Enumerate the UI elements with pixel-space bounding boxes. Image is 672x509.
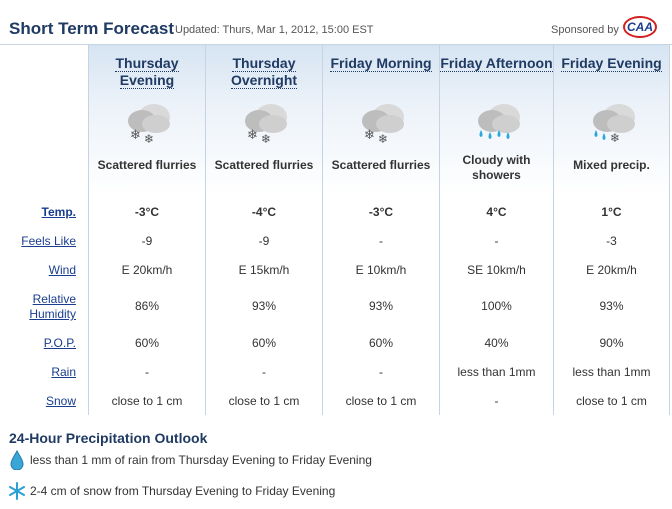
period-column [322, 45, 439, 415]
humidity-value: 93% [251, 299, 277, 313]
snow-value: close to 1 cm [576, 394, 647, 408]
caa-logo[interactable]: CAA [623, 16, 657, 38]
forecast-header [0, 0, 672, 44]
sponsored-by-label: Sponsored by [551, 24, 619, 36]
outlook-rain-line [8, 450, 372, 470]
pop-value: 60% [251, 336, 277, 350]
updated-timestamp: Updated: Thurs, Mar 1, 2012, 15:00 EST [175, 24, 374, 36]
svg-text:❄: ❄ [609, 131, 620, 145]
pop-value: 40% [484, 336, 509, 350]
humidity-value: 100% [481, 299, 512, 313]
feels-like-value: - [494, 234, 499, 248]
outlook-snow-line [8, 481, 335, 501]
period-title[interactable]: Friday Afternoon [440, 55, 553, 71]
svg-text:❄: ❄ [130, 128, 141, 143]
snow-value: close to 1 cm [111, 394, 183, 408]
temp-value: -3°C [368, 205, 394, 219]
condition-text: Scattered flurries [214, 158, 314, 172]
row-label-humidity[interactable]: Relative Humidity [29, 292, 76, 321]
cloud-snow-icon [235, 97, 293, 145]
condition-text: Mixed precip. [573, 158, 650, 172]
pop-value: 90% [599, 336, 624, 350]
period-column [205, 45, 322, 415]
feels-like-value: - [379, 234, 383, 248]
snow-value: close to 1 cm [345, 394, 417, 408]
condition-text: Scattered flurries [97, 158, 197, 172]
cloud-snow-icon [352, 97, 410, 145]
temp-value: -4°C [251, 205, 277, 219]
row-label-feels-like[interactable]: Feels Like [21, 234, 76, 248]
temp-value: 1°C [601, 205, 622, 219]
row-label-rain[interactable]: Rain [51, 365, 76, 379]
humidity-value: 93% [368, 299, 394, 313]
row-label-wind[interactable]: Wind [48, 263, 76, 277]
outlook-snow-text: 2-4 cm of snow from Thursday Evening to Friday Evening [30, 484, 336, 498]
row-label-snow[interactable]: Snow [45, 394, 76, 408]
wind-value: E 10km/h [355, 263, 407, 277]
feels-like-value: -3 [606, 234, 617, 248]
wind-value: E 20km/h [586, 263, 637, 277]
svg-text:❄: ❄ [378, 132, 389, 145]
feels-like-value: -9 [141, 234, 153, 248]
wind-value: SE 10km/h [467, 263, 526, 277]
pop-value: 60% [134, 336, 160, 350]
cloud-snow-icon [118, 97, 176, 145]
wind-value: E 20km/h [121, 263, 173, 277]
humidity-value: 86% [134, 299, 160, 313]
snowflake-icon [8, 481, 26, 501]
condition-text: Cloudy with showers [462, 153, 531, 182]
feels-like-value: -9 [258, 234, 270, 248]
raindrop-icon [8, 450, 26, 470]
svg-text:❄: ❄ [261, 132, 272, 145]
period-column [88, 45, 205, 415]
period-title[interactable]: Friday Morning [330, 55, 432, 71]
temp-value: 4°C [486, 205, 507, 219]
row-labels-column [0, 45, 88, 415]
pop-value: 60% [368, 336, 394, 350]
svg-text:❄: ❄ [364, 128, 375, 143]
outlook-rain-text: less than 1 mm of rain from Thursday Evening to Friday Evening [30, 453, 372, 467]
snow-value: close to 1 cm [228, 394, 300, 408]
period-title[interactable]: Friday Evening [561, 55, 662, 71]
cloud-rain-icon [468, 97, 526, 145]
temp-value: -3°C [134, 205, 160, 219]
rain-value: - [145, 365, 149, 379]
page-title: Short Term Forecast [9, 19, 175, 38]
forecast-table [0, 45, 672, 415]
period-title[interactable]: Thursday Overnight [230, 55, 298, 88]
period-column [553, 45, 670, 415]
svg-text:❄: ❄ [247, 128, 258, 143]
rain-value: less than 1mm [572, 365, 651, 379]
rain-value: less than 1mm [457, 365, 536, 379]
snow-value: - [494, 394, 499, 408]
outlook-title: 24-Hour Precipitation Outlook [9, 430, 208, 446]
svg-text:❄: ❄ [144, 132, 155, 145]
cloud-mixed-icon [583, 97, 641, 145]
period-title[interactable]: Thursday Evening [115, 55, 179, 88]
period-column [439, 45, 553, 415]
rain-value: - [262, 365, 266, 379]
condition-text: Scattered flurries [331, 158, 431, 172]
row-label-pop[interactable]: P.O.P. [43, 336, 76, 350]
wind-value: E 15km/h [238, 263, 290, 277]
rain-value: - [379, 365, 383, 379]
humidity-value: 93% [599, 299, 624, 313]
row-label-temp[interactable]: Temp. [41, 205, 76, 219]
